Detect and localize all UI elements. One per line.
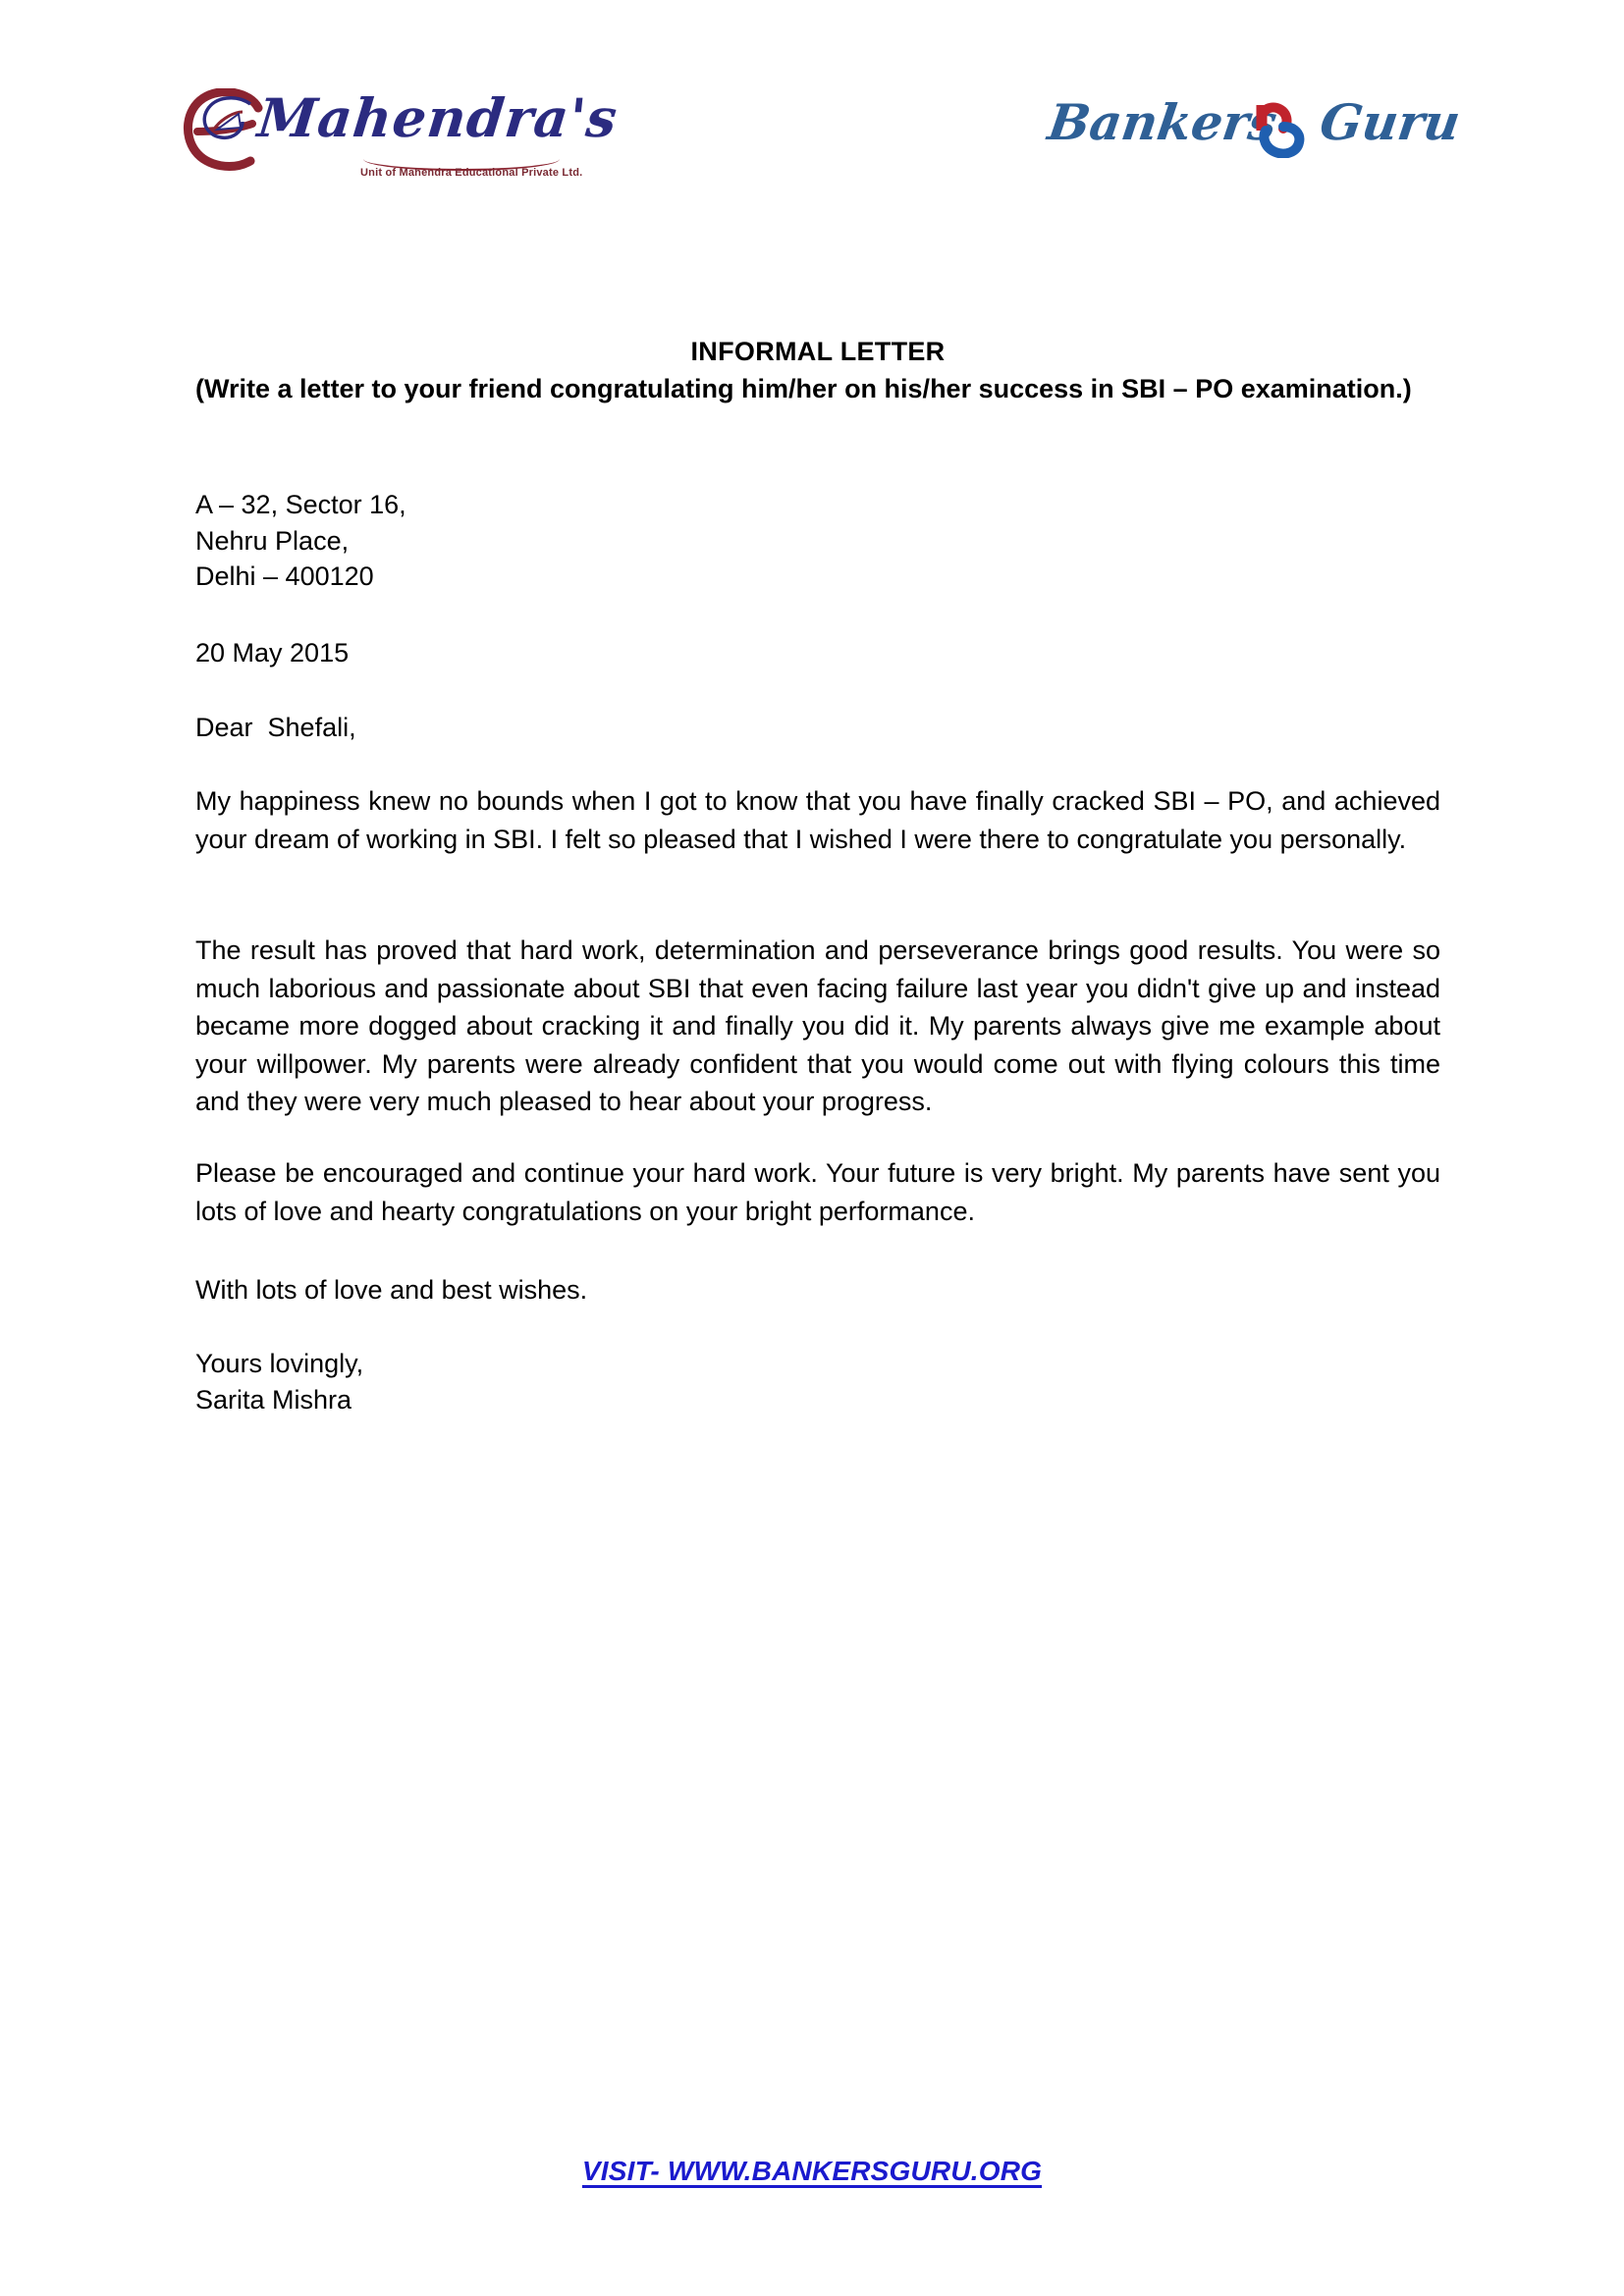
bankersguru-word-bankers: Bankers — [1044, 93, 1281, 151]
letter-paragraph-3: Please be encouraged and continue your hard work. Your future is very bright. My parents have sent you lots of love and hearty congratulations on your bright performance. — [195, 1158, 1440, 1226]
letter-salutation: Dear Shefali, — [195, 713, 356, 742]
bankersguru-logo — [1044, 93, 1464, 182]
page-header — [0, 0, 1624, 226]
page-footer — [0, 2156, 1624, 2187]
bankersguru-word-guru: Guru — [1316, 93, 1464, 151]
signoff-phrase: Yours lovingly, — [195, 1349, 364, 1378]
address-line-2: Nehru Place, — [195, 525, 350, 556]
mahendras-wordmark: Mahendra's — [254, 86, 622, 149]
address-line-1: A – 32, Sector 16, — [195, 490, 406, 519]
sender-address-block — [195, 487, 883, 595]
letter-paragraph-2: The result has proved that hard work, determination and perseverance brings good results. You were so much laborious and passionate about SBI that even facing failure last year you didn't give up and instead became more dogged about cracking it and finally you did it. My parents always give me example about your willpower. My parents were already confident that you would come out with flying colours this time and they were very much pleased to hear about your progress. — [195, 935, 1440, 1117]
letter-paragraph-1: My happiness knew no bounds when I got to know that you have finally cracked SBI – PO, and achieved your dream of working in SBI. I felt so pleased that I wished I were there to congratulate you personally. — [195, 786, 1440, 854]
website-link[interactable]: VISIT- WWW.BANKERSGURU.ORG — [581, 2156, 1043, 2186]
signoff-name: Sarita Mishra — [195, 1384, 352, 1415]
mahendras-tagline: Unit of Mahendra Educational Private Ltd. — [360, 167, 583, 179]
letter-date: 20 May 2015 — [195, 638, 350, 667]
letter-signoff-block — [195, 1346, 363, 1417]
bankersguru-b-mark-icon — [1250, 101, 1311, 158]
page-title: INFORMAL LETTER — [690, 337, 946, 366]
letter-closing-line: With lots of love and best wishes. — [195, 1275, 588, 1305]
mahendras-logo — [182, 86, 622, 194]
address-line-3: Delhi – 400120 — [195, 561, 374, 592]
letter-prompt: (Write a letter to your friend congratulating him/her on his/her success in SBI – PO examination.) — [195, 374, 1412, 403]
